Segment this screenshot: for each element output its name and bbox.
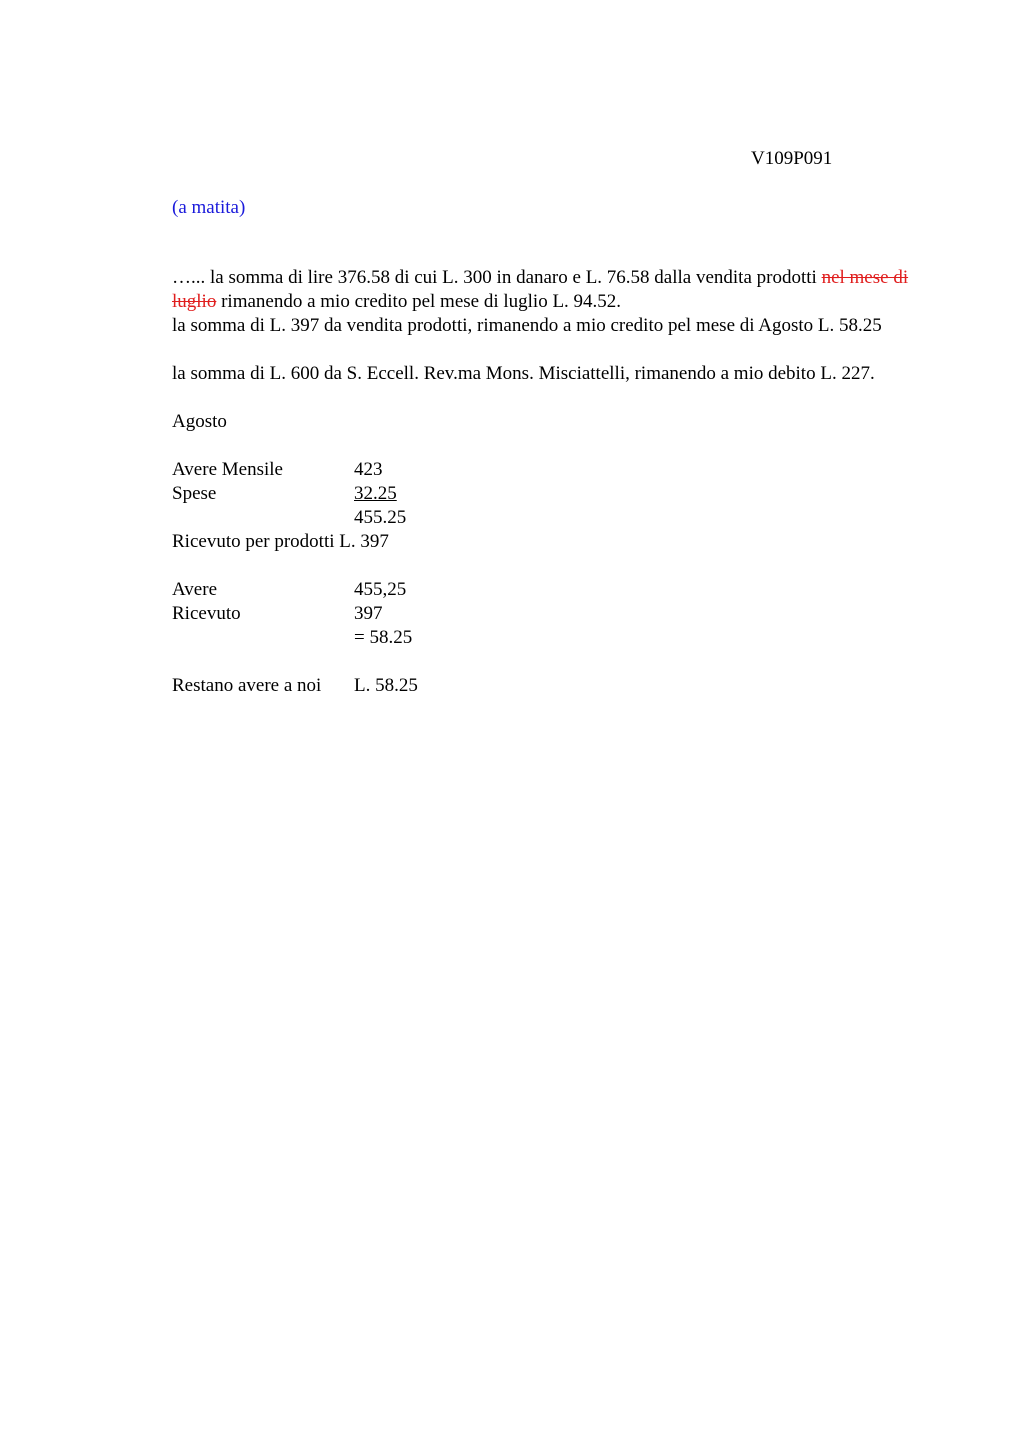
month-heading: Agosto	[172, 411, 227, 432]
ledger-value: 397	[354, 603, 383, 624]
received-line: Ricevuto per prodotti L. 397	[172, 531, 389, 552]
ledger-label: Avere Mensile	[172, 459, 283, 480]
ledger-label: Spese	[172, 483, 217, 504]
ledger-value: L. 58.25	[354, 675, 418, 696]
paragraph-3: la somma di L. 600 da S. Eccell. Rev.ma Mons. Misciattelli, rimanendo a mio debito L. 227.	[172, 363, 875, 384]
paragraph-1-part-1: …... la somma di lire 376.58 di cui L. 300 in danaro e L. 76.58 dalla vendita prodotti	[172, 267, 822, 288]
ledger-value: 32.25	[354, 483, 397, 504]
ledger-value: = 58.25	[354, 627, 413, 648]
pencil-note: (a matita)	[172, 197, 246, 218]
ledger-label: Restano avere a noi	[172, 675, 322, 696]
paragraph-2: la somma di L. 397 da vendita prodotti, rimanendo a mio credito pel mese di Agosto L. 58.25	[172, 315, 882, 336]
ledger-label: Avere	[172, 579, 218, 600]
ledger-value: 423	[354, 459, 383, 480]
ledger-value: 455.25	[354, 507, 407, 528]
struck-text: nel mese di luglio	[172, 267, 909, 312]
ledger-remaining	[172, 674, 912, 698]
ledger-label	[172, 626, 354, 650]
ledger-monthly	[172, 458, 912, 530]
paragraph-1	[172, 266, 912, 314]
ledger-balance	[172, 578, 912, 650]
page-id: V109P091	[751, 148, 833, 169]
ledger-value: 455,25	[354, 579, 407, 600]
ledger-label	[172, 506, 354, 530]
document-body	[172, 266, 912, 698]
ledger-label: Ricevuto	[172, 603, 241, 624]
paragraph-1-part-2: rimanendo a mio credito pel mese di luglio L. 94.52.	[216, 291, 622, 312]
